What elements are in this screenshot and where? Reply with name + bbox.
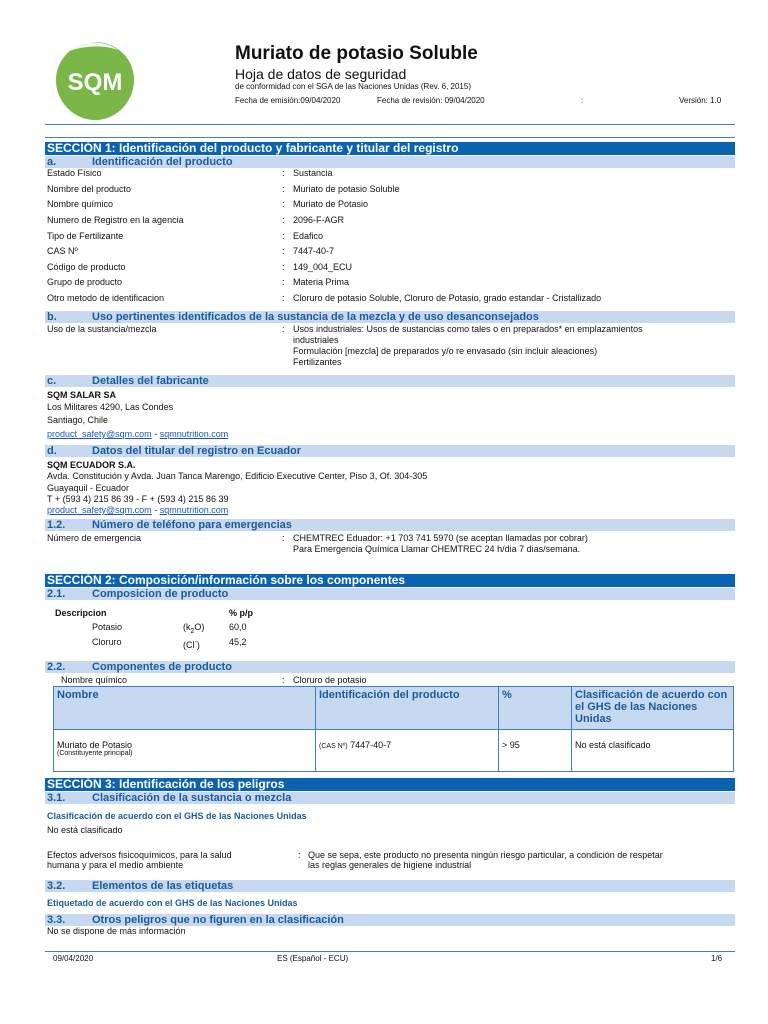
field-key: CAS Nº [47, 246, 78, 256]
effects-key-line-2: humana y para el medio ambiente [47, 860, 184, 870]
component-formula [183, 637, 200, 651]
subsection-label: Clasificación de la sustancia o mezcla [92, 792, 292, 804]
holder-address-1: Avda. Constitución y Avda. Juan Tanca Marengo, Edificio Executive Center, Piso 3, Of. 304-305 [47, 471, 428, 481]
effects-value-line-2: las reglas generales de higiene industrial [308, 860, 472, 870]
footer-divider [45, 951, 735, 952]
subsection-label: Elementos de las etiquetas [92, 880, 234, 892]
document-subtitle: Hoja de datos de seguridad [235, 66, 407, 82]
use-line-2: Formulación [mezcla] de preparados y/o re envasado (sin incluir aleaciones) [293, 346, 598, 356]
table-header-cell: Nombre [54, 687, 316, 730]
field-value: Muriato de Potasio [293, 199, 369, 209]
subsection-number: b. [47, 311, 57, 323]
component-name: Muriato de Potasio [57, 740, 133, 750]
version: Versión: 1.0 [679, 96, 722, 105]
component-note: (Constituyente principal) [57, 750, 133, 757]
subsection-number: 3.3. [47, 914, 66, 926]
table-header-cell: Clasificación de acuerdo con el GHS de las Naciones Unidas [572, 687, 734, 730]
issue-date: Fecha de emisión:09/04/2020 [235, 96, 341, 105]
chemical-name-value: Cloruro de potasio [293, 675, 367, 685]
field-row [47, 198, 727, 211]
use-line-1b: industriales [293, 335, 339, 345]
header-colon: : [581, 96, 584, 105]
field-key: Grupo de producto [47, 277, 123, 287]
subsection-number: 2.1. [47, 588, 66, 600]
composition-percent-header: % p/p [229, 608, 253, 618]
field-value: 149_004_ECU [293, 262, 353, 272]
formula-subscript: 2 [190, 627, 195, 635]
ghs-classification-heading: Clasificación de acuerdo con el GHS de las Naciones Unidas [47, 811, 307, 821]
field-colon: : [282, 675, 285, 685]
revision-date: Fecha de revisión: 09/04/2020 [377, 96, 485, 105]
field-colon: : [282, 231, 285, 241]
field-colon: : [282, 199, 285, 209]
field-colon: : [282, 533, 285, 543]
effects-value-line-1: Que se sepa, este producto no presenta ningún riesgo particular, a condición de respetar [308, 850, 663, 860]
holder-address-2: Guayaquil - Ecuador [47, 483, 130, 493]
subsection-number: 2.2. [47, 661, 66, 673]
link-separator: - [151, 429, 160, 439]
subsection-label: Uso pertinentes identificados de la sustancia de la mezcla y de uso desanconsejados [92, 311, 539, 323]
sqm-logo-icon [52, 38, 138, 124]
field-value: Materia Prima [293, 277, 350, 287]
composition-description-header: Descripcion [55, 608, 107, 618]
table-header-cell: Identificación del producto [316, 687, 499, 730]
effects-key-line-1: Efectos adversos fisicoquímicos, para la salud [47, 850, 232, 860]
field-colon: : [282, 262, 285, 272]
field-colon: : [282, 168, 285, 178]
footer-page-number: 1/6 [711, 954, 723, 963]
field-key: Código de producto [47, 262, 126, 272]
field-colon: : [282, 277, 285, 287]
table-cell-percent: > 95 [499, 730, 572, 772]
field-value: 2096-F-AGR [293, 215, 345, 225]
emergency-line-1: CHEMTREC Eduador: +1 703 741 5970 (se aceptan llamadas por cobrar) [293, 533, 588, 543]
subsection-3-3 [45, 914, 735, 926]
field-key: Tipo de Fertilizante [47, 231, 124, 241]
holder-email-link[interactable]: product_safety@sqm.com [47, 505, 152, 515]
component-name: Potasio [92, 622, 123, 632]
subsection-number: 3.2. [47, 880, 66, 892]
component-value: 45,2 [229, 637, 247, 647]
section-1-title: SECCIÓN 1: Identificación del producto y fabricante y titular del registro [45, 142, 735, 155]
holder-web-link[interactable]: sqmnutrition.com [159, 505, 229, 515]
subsection-label: Otros peligros que no figuren en la clasificación [92, 914, 344, 926]
subsection-2-1 [45, 588, 735, 600]
footer-date: 09/04/2020 [53, 954, 94, 963]
component-name: Cloruro [92, 637, 122, 647]
manufacturer-contact [47, 429, 228, 440]
subsection-1d [45, 445, 735, 457]
cas-prefix: (CAS Nº) [319, 743, 348, 750]
subsection-3-1 [45, 792, 735, 804]
emergency-line-2: Para Emergencia Química Llamar CHEMTREC 24 h/dia 7 dias/semana. [293, 544, 581, 554]
other-hazards-value: No se dispone de más información [47, 926, 186, 936]
header-divider [45, 124, 735, 125]
document-title: Muriato de potasio Soluble [235, 43, 478, 64]
emergency-key: Número de emergencia [47, 533, 142, 543]
use-key: Uso de la sustancia/mezcla [47, 324, 157, 334]
manufacturer-name: SQM SALAR SA [47, 390, 117, 400]
components-table [53, 686, 734, 772]
manufacturer-web-link[interactable]: sqmnutrition.com [159, 429, 229, 439]
field-colon: : [282, 293, 285, 303]
subsection-2-2 [45, 661, 735, 673]
table-header-row [54, 687, 734, 730]
labelling-heading: Etiquetado de acuerdo con el GHS de las Naciones Unidas [47, 898, 298, 908]
field-row [47, 292, 727, 305]
subsection-label: Composicion de producto [92, 588, 229, 600]
footer-language: ES (Español - ECU) [277, 954, 349, 963]
field-value: Edafico [293, 231, 324, 241]
field-key: Estado Físico [47, 168, 102, 178]
subsection-1-2 [45, 519, 735, 531]
field-value: 7447-40-7 [293, 246, 335, 256]
table-row [54, 730, 734, 772]
formula-part: O) [194, 622, 205, 632]
subsection-number: 3.1. [47, 792, 66, 804]
table-header-cell: % [499, 687, 572, 730]
subsection-number: 1.2. [47, 519, 66, 531]
field-colon: : [282, 324, 285, 334]
use-line-1: Usos industriales: Usos de sustancias como tales o en preparados* en emplazamientos [293, 324, 643, 334]
manufacturer-email-link[interactable]: product_safety@sqm.com [47, 429, 152, 439]
field-row [47, 167, 727, 180]
chemical-name-key: Nombre químico [61, 675, 128, 685]
ghs-classification-value: No está clasificado [47, 825, 123, 835]
conformity-note: de conformidad con el SGA de las Naciones Unidas (Rev. 6, 2015) [235, 82, 471, 91]
header-divider-2 [45, 137, 735, 138]
sqm-logo [52, 38, 138, 124]
table-cell-name [54, 730, 316, 772]
field-value: Muriato de potasio Soluble [293, 184, 400, 194]
subsection-label: Identificación del producto [92, 156, 233, 168]
holder-phone: T + (593 4) 215 86 39 - F + (593 4) 215 86 39 [47, 494, 229, 504]
section-2-title: SECCIÓN 2: Composición/información sobre los componentes [45, 574, 735, 587]
field-colon: : [282, 246, 285, 256]
subsection-number: c. [47, 375, 57, 387]
subsection-label: Datos del titular del registro en Ecuador [92, 445, 302, 457]
subsection-label: Componentes de producto [92, 661, 232, 673]
manufacturer-address-1: Los Militares 4290, Las Condes [47, 402, 174, 412]
svg-text:SQM: SQM [67, 69, 123, 96]
formula-part: (k [183, 622, 191, 632]
formula-superscript: - [194, 639, 197, 646]
holder-contact [47, 505, 228, 516]
formula-part: (Cl [183, 640, 195, 650]
link-separator: - [151, 505, 160, 515]
field-colon: : [282, 184, 285, 194]
field-key: Otro metodo de identificacion [47, 293, 165, 303]
field-value: Sustancia [293, 168, 333, 178]
subsection-1c [45, 375, 735, 387]
field-row [47, 183, 727, 196]
component-formula [183, 622, 204, 637]
cas-number: 7447-40-7 [347, 740, 392, 750]
subsection-label: Detalles del fabricante [92, 375, 209, 387]
field-row [47, 230, 727, 243]
table-cell-classification: No está clasificado [572, 730, 734, 772]
use-line-3: Fertilizantes [293, 357, 342, 367]
manufacturer-address-2: Santiago, Chile [47, 415, 109, 425]
field-row [47, 276, 727, 289]
subsection-3-2 [45, 880, 735, 892]
field-value: Cloruro de potasio Soluble, Cloruro de Potasio, grado estandar - Cristallizado [293, 293, 602, 303]
field-row [47, 214, 727, 227]
field-colon: : [298, 850, 301, 860]
field-colon: : [282, 215, 285, 225]
subsection-number: a. [47, 156, 57, 168]
table-cell-id [316, 730, 499, 772]
field-key: Numero de Registro en la agencia [47, 215, 184, 225]
field-key: Nombre químico [47, 199, 114, 209]
subsection-1b [45, 311, 735, 323]
section-3-title: SECCIÓN 3: Identificación de los peligros [45, 778, 735, 791]
subsection-number: d. [47, 445, 57, 457]
holder-name: SQM ECUADOR S.A. [47, 460, 136, 470]
field-key: Nombre del producto [47, 184, 132, 194]
formula-part: ) [196, 640, 200, 650]
field-row [47, 245, 727, 258]
subsection-label: Número de teléfono para emergencias [92, 519, 292, 531]
component-value: 60,0 [229, 622, 247, 632]
field-row [47, 261, 727, 274]
